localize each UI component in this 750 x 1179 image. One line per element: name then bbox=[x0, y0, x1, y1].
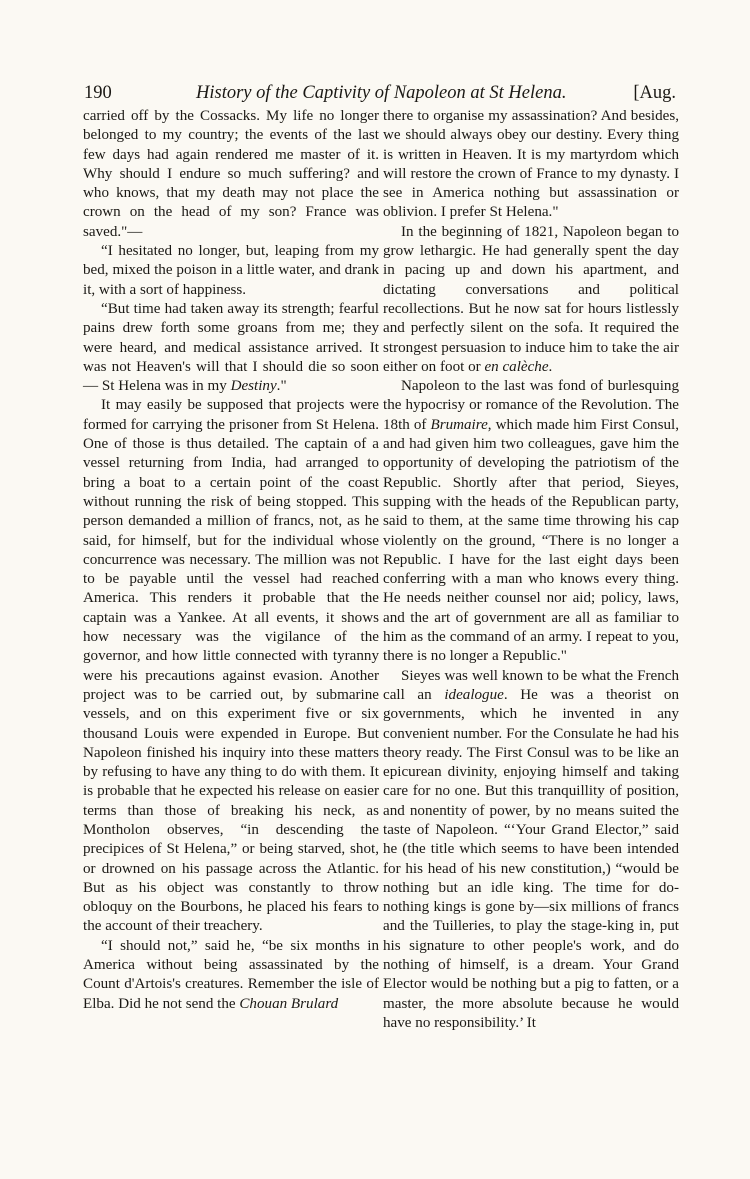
paragraph: Napoleon to the last was fond of burlesquing the hypocrisy or romance of the Revolution. The 18th of Brumaire, which made him First Consul, and had given him two colleagues, gave him the opportunity of developing the patriotism of the Republic. Shortly after that period, Sieyes, supping with the heads of the Republican party, said to them, at the same time throwing his cap violently on the ground, “There is no longer a Republic. I have for the last eight days been conferring with a man who knows every thing. He needs neither counsel nor aid; policy, laws, and the art of government are all as familiar to him as the command of an army. I repeat to you, there is no longer a Republic." bbox=[383, 378, 679, 665]
running-month: [Aug. bbox=[633, 83, 676, 103]
page-number: 190 bbox=[84, 83, 112, 103]
paragraph: It may easily be supposed that projects were formed for carrying the prisoner from St Helena. One of those is thus detailed. The captain of a vessel returning from India, had arranged to bring a boat to a certain point of the coast without running the risk of being stopped. This person demanded a million of francs, not, as he said, for himself, but for the individual whose concurrence was necessary. The million was not to be payable until the vessel had reached America. This renders it probable that the captain was a Yankee. At all events, it shows how necessary was the vigilance of the governor, and how little connected with tyranny were his precautions against evasion. Another project was to be carried out, by submarine vessels, and on this experiment five or six thousand Louis were expended in Europe. But Napoleon finished his inquiry into these matters by refusing to have any thing to do with them. It is probable that he expected his release on easier terms than those of breaking his neck, as Montholon observes, “in descending the precipices of St Helena,” or being starved, shot, or drowned on his passage across the Atlantic. But as his object was constantly to throw obloquy on the Bourbons, he placed his fears to the account of their treachery. bbox=[83, 397, 379, 935]
italic-term: en calèche bbox=[484, 358, 549, 375]
italic-term: Chouan Brulard bbox=[239, 995, 339, 1012]
paragraph: In the beginning of 1821, Napoleon began to grow lethargic. He had generally spent the day in pacing up and down his apartment, and dictating conversations and political recollections. But he now sat for hours listlessly and perfectly silent on the sofa. It required the strongest persuasion to induce him to take the air either on foot or en calèche. bbox=[383, 223, 679, 375]
left-column bbox=[83, 107, 379, 1014]
paragraph: carried off by the Cossacks. My life no longer belonged to my country; the events of the last few days had again rendered me master of it. Why should I endure so much suffering? and who knows, that my death may not place the crown on the head of my son? France was saved."— bbox=[83, 108, 379, 240]
paragraph: “I hesitated no longer, but, leaping from my bed, mixed the poison in a little water, and drank it, with a sort of happiness. bbox=[83, 243, 379, 298]
paragraph: “But time had taken away its strength; fearful pains drew forth some groans from me; they were heard, and medical assistance arrived. It was not Heaven's will that I should die so soon — St Helena was in my Destiny." bbox=[83, 300, 379, 395]
italic-term: Brumaire bbox=[430, 416, 488, 433]
page-header bbox=[84, 80, 676, 106]
paragraph: “I should not,” said he, “be six months in America without being assassinated by the Count d'Artois's creatures. Remember the isle of Elba. Did he not send the Chouan Brulard bbox=[83, 937, 379, 1012]
right-column bbox=[383, 107, 679, 1033]
running-title: History of the Captivity of Napoleon at St Helena. bbox=[196, 83, 567, 103]
paragraph: there to organise my assassination? And besides, we should always obey our destiny. Every thing is written in Heaven. It is my martyrdom which will restore the crown of France to my dynasty. I see in America nothing but assassination or oblivion. I prefer St Helena." bbox=[383, 108, 679, 221]
italic-term: idealogue bbox=[444, 686, 504, 703]
italic-term: Destiny bbox=[230, 378, 277, 395]
paragraph: Sieyes was well known to be what the French call an idealogue. He was a theorist on governments, which he invented in any convenient number. For the Consulate he had his theory ready. The First Consul was to be like an epicurean divinity, enjoying himself and taking care for no one. But this tranquillity of position, and nonentity of power, by no means suited the taste of Napoleon. “‘Your Grand Elector,” said he (the title which seems to have been intended for his head of his new constitution,) “would be nothing but an idle king. The time for do-nothing kings is gone by—six millions of francs and the Tuilleries, to play the stage-king in, put his signature to other people's work, and do nothing of himself, is a dream. Your Grand Elector would be nothing but a pig to fatten, or a master, the more absolute because he would have no responsibility.’ It bbox=[383, 667, 679, 1031]
